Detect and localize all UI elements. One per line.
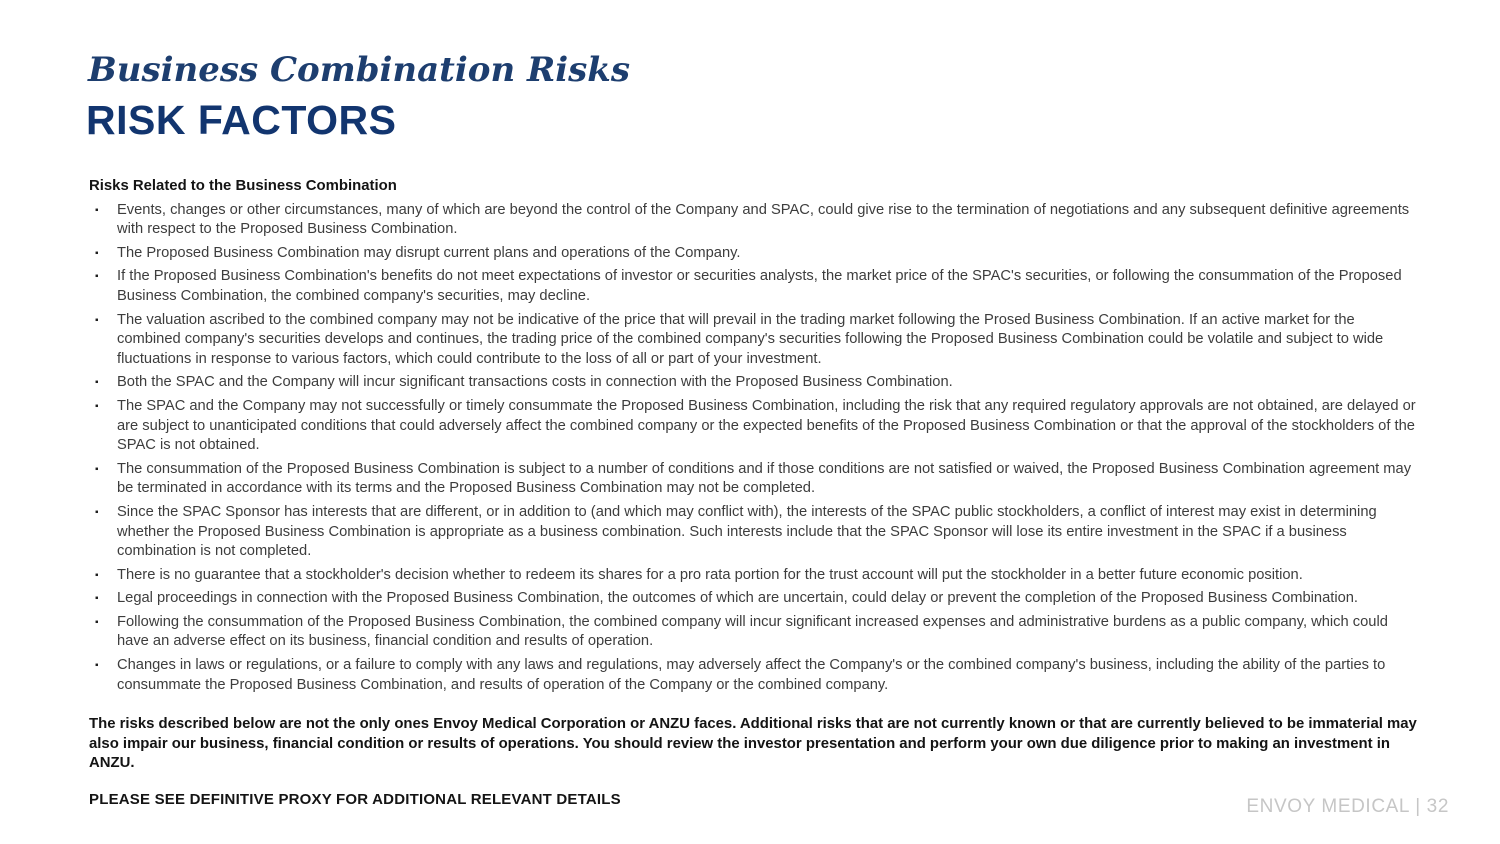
- bullet-text: If the Proposed Business Combination's benefits do not meet expectations of investor or securities analysts, the market price of the SPAC's securities, or following the consummation of the Proposed Business Combination, the combined company's securities, may decline.: [117, 268, 1402, 304]
- list-item: [89, 566, 1419, 586]
- bullet-icon: ▪: [95, 569, 99, 581]
- list-item: [89, 656, 1419, 695]
- slide-content: [89, 177, 1419, 825]
- bullet-text: Since the SPAC Sponsor has interests that are different, or in addition to (and which may conflict with), the interests of the SPAC public stockholders, a conflict of interest may exist in determining whether the Proposed Business Combination is appropriate as a business combination. Such interests include that the SPAC Sponsor will lose its entire investment in the SPAC if a business combination is not completed.: [117, 503, 1377, 560]
- bullet-text: The SPAC and the Company may not successfully or timely consummate the Proposed Business Combination, including the risk that any required regulatory approvals are not obtained, are delayed or are subject to unanticipated conditions that could adversely affect the combined company or the expected benefits of the Proposed Business Combination or that the approval of the stockholders of the SPAC is not obtained.: [117, 397, 1416, 454]
- list-item: [89, 460, 1419, 499]
- risk-disclaimer: The risks described below are not the only ones Envoy Medical Corporation or ANZU faces. Additional risks that are not currently known or that are currently believed to be immaterial may also impair our business, financial condition or results of operations. You should review the investor presentation and perform your own due diligence prior to making an investment in ANZU.: [89, 716, 1417, 772]
- list-item: [89, 397, 1419, 456]
- list-item: [89, 503, 1419, 562]
- list-item: [89, 613, 1419, 652]
- bullet-icon: ▪: [95, 593, 99, 605]
- list-item: [89, 373, 1419, 393]
- section-heading: Risks Related to the Business Combination: [89, 178, 397, 194]
- bullet-icon: ▪: [95, 204, 99, 216]
- bullet-text: The valuation ascribed to the combined company may not be indicative of the price that will prevail in the trading market following the Prosed Business Combination. If an active market for the combined company's securities develops and continues, the trading price of the combined company's securities following the Proposed Business Combination could be volatile and subject to wide fluctuations in response to various factors, which could contribute to the loss of all or part of your investment.: [117, 311, 1384, 367]
- list-item: [89, 589, 1419, 609]
- list-item: [89, 201, 1419, 240]
- page-title: RISK FACTORS: [86, 97, 397, 143]
- list-item: [89, 311, 1419, 370]
- proxy-note: PLEASE SEE DEFINITIVE PROXY FOR ADDITIONAL RELEVANT DETAILS: [89, 791, 621, 809]
- bullet-text: Legal proceedings in connection with the Proposed Business Combination, the outcomes of which are uncertain, could delay or prevent the completion of the Proposed Business Combination.: [117, 590, 1359, 607]
- bullet-icon: ▪: [95, 616, 99, 628]
- bullet-icon: ▪: [95, 660, 99, 672]
- footer-page-label: ENVOY MEDICAL | 32: [1246, 796, 1449, 817]
- bullet-text: Both the SPAC and the Company will incur significant transactions costs in connection with the Proposed Business Combination.: [117, 374, 953, 391]
- bullet-icon: ▪: [95, 400, 99, 412]
- risk-bullet-list: [89, 201, 1419, 696]
- bullet-text: The Proposed Business Combination may disrupt current plans and operations of the Company.: [117, 244, 741, 261]
- bullet-icon: ▪: [95, 506, 99, 518]
- list-item: [89, 244, 1419, 264]
- bullet-icon: ▪: [95, 314, 99, 326]
- bullet-text: Changes in laws or regulations, or a failure to comply with any laws and regulations, may adversely affect the Company's or the combined company's business, including the ability of the parties to consummate the Proposed Business Combination, and results of operation of the Company or the combined company.: [117, 657, 1386, 693]
- bullet-icon: ▪: [95, 463, 99, 475]
- bullet-text: The consummation of the Proposed Business Combination is subject to a number of conditions and if those conditions are not satisfied or waived, the Proposed Business Combination agreement may be terminated in accordance with its terms and the Proposed Business Combination may not be completed.: [117, 460, 1412, 497]
- bullet-icon: ▪: [95, 271, 99, 283]
- slide-kicker: Business Combination Risks: [88, 50, 631, 90]
- bullet-text: There is no guarantee that a stockholder's decision whether to redeem its shares for a pro rata portion for the trust account will put the stockholder in a better future economic position.: [117, 566, 1303, 583]
- bullet-text: Following the consummation of the Proposed Business Combination, the combined company will incur significant increased expenses and administrative burdens as a public company, which could have an adverse effect on its business, financial condition and results of operation.: [117, 613, 1388, 650]
- bullet-icon: ▪: [95, 247, 99, 259]
- bullet-icon: ▪: [95, 377, 99, 389]
- bullet-text: Events, changes or other circumstances, many of which are beyond the control of the Company and SPAC, could give rise to the termination of negotiations and any subsequent definitive agreements with respect to the Proposed Business Combination.: [117, 201, 1410, 238]
- list-item: [89, 267, 1419, 306]
